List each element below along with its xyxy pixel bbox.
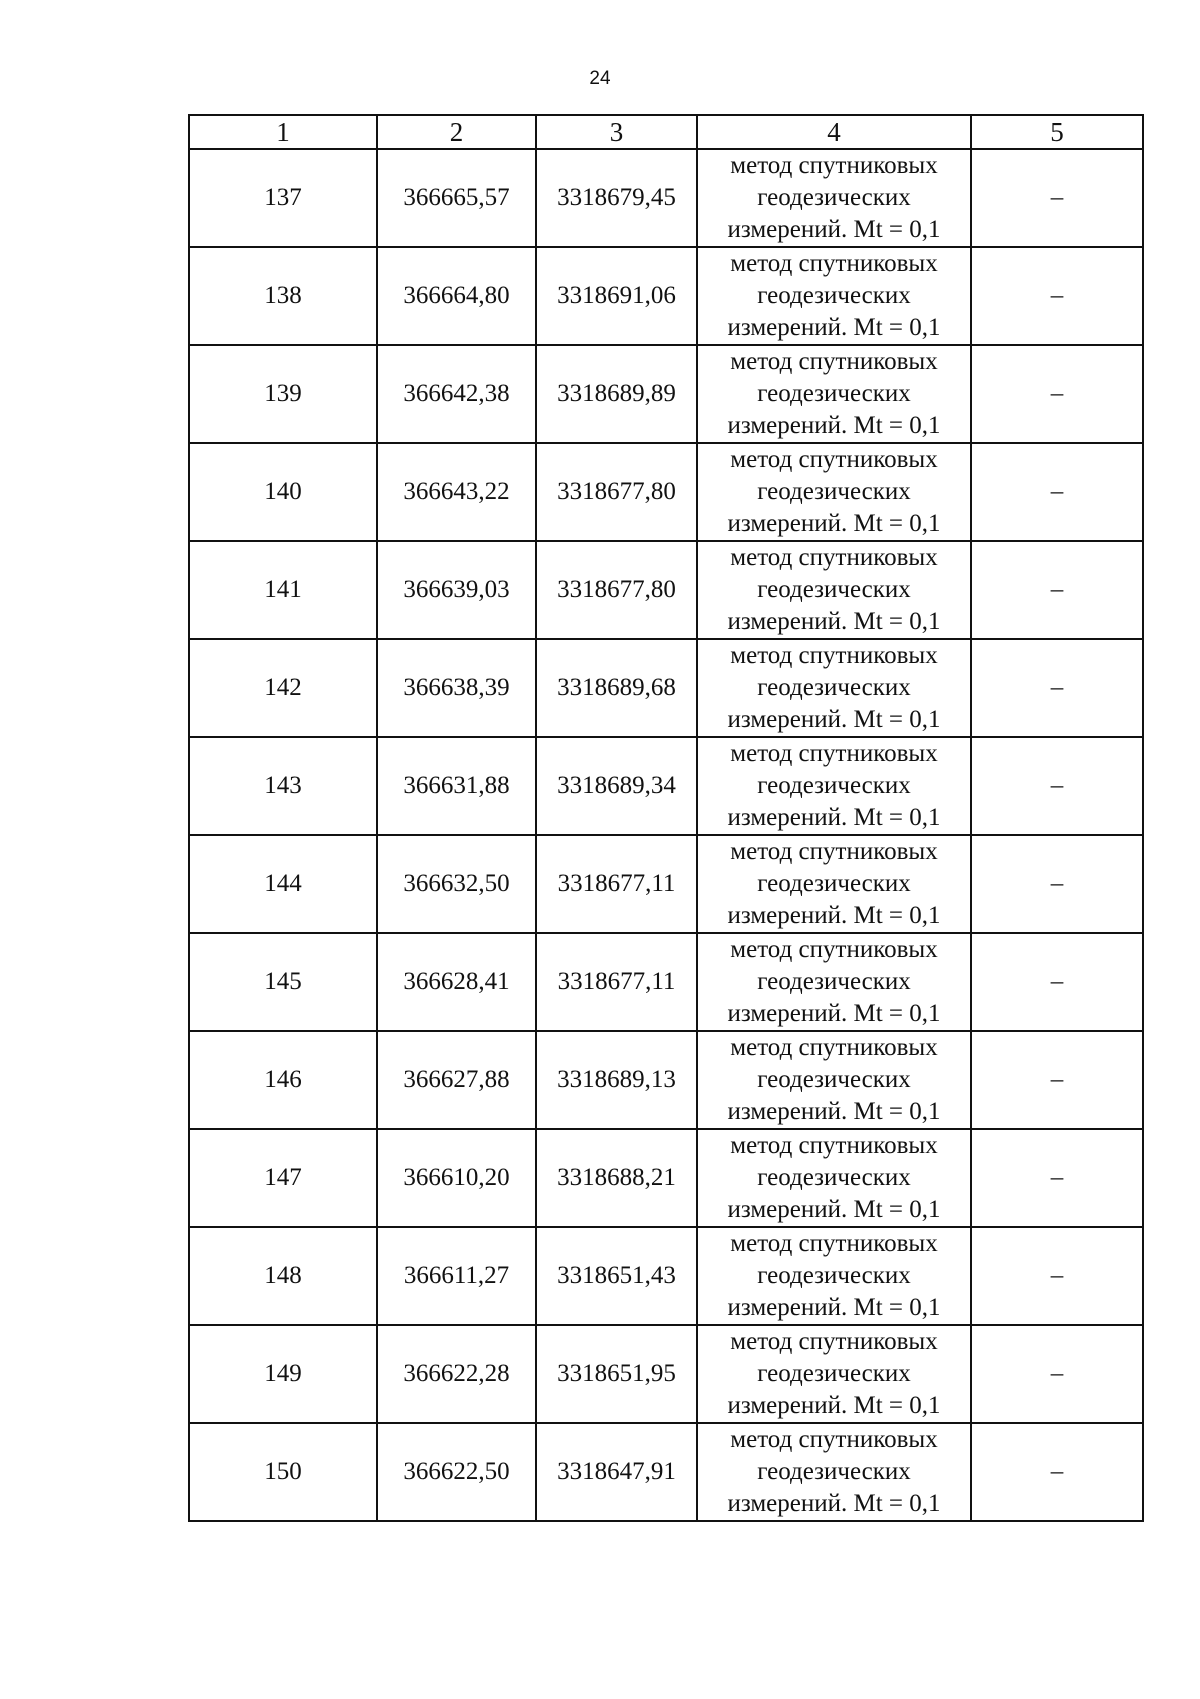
method-text-line: метод спутниковых [730,348,938,375]
note-cell: – [971,835,1143,933]
note-cell: – [971,737,1143,835]
note-cell: – [971,1325,1143,1423]
note-cell: – [971,933,1143,1031]
x-coordinate-cell: 366664,80 [377,247,536,345]
method-text-line: измерений. Mt = 0,1 [727,1098,941,1125]
note-cell: – [971,149,1143,247]
table-row [189,1423,1143,1521]
y-coordinate-cell: 3318679,45 [536,149,697,247]
method-cell [697,1227,971,1325]
method-cell [697,933,971,1031]
x-coordinate-cell: 366610,20 [377,1129,536,1227]
point-number-cell: 141 [189,541,377,639]
method-text-line: геодезических [757,478,911,505]
method-text-line: измерений. Mt = 0,1 [727,216,941,243]
note-cell: – [971,639,1143,737]
x-coordinate-cell: 366631,88 [377,737,536,835]
point-number-cell: 137 [189,149,377,247]
y-coordinate-cell: 3318689,13 [536,1031,697,1129]
method-cell [697,835,971,933]
y-coordinate-cell: 3318647,91 [536,1423,697,1521]
method-text-line: измерений. Mt = 0,1 [727,706,941,733]
method-text-line: геодезических [757,1262,911,1289]
header-row [189,115,1143,149]
y-coordinate-cell: 3318677,80 [536,541,697,639]
method-text-line: метод спутниковых [730,1034,938,1061]
table-row [189,835,1143,933]
x-coordinate-cell: 366632,50 [377,835,536,933]
table-header [189,115,1143,149]
x-coordinate-cell: 366622,50 [377,1423,536,1521]
table-body [189,149,1143,1521]
table-row [189,541,1143,639]
method-text-line: геодезических [757,968,911,995]
point-number-cell: 150 [189,1423,377,1521]
note-cell: – [971,247,1143,345]
method-text-line: измерений. Mt = 0,1 [727,1392,941,1419]
point-number-cell: 145 [189,933,377,1031]
method-text-line: измерений. Mt = 0,1 [727,314,941,341]
table-row [189,1129,1143,1227]
point-number-cell: 144 [189,835,377,933]
y-coordinate-cell: 3318677,80 [536,443,697,541]
column-header-3: 3 [536,115,697,149]
method-cell [697,737,971,835]
method-cell [697,149,971,247]
point-number-cell: 142 [189,639,377,737]
method-text-line: измерений. Mt = 0,1 [727,804,941,831]
method-text-line: метод спутниковых [730,740,938,767]
method-text-line: метод спутниковых [730,1328,938,1355]
x-coordinate-cell: 366628,41 [377,933,536,1031]
y-coordinate-cell: 3318651,95 [536,1325,697,1423]
page-number: 24 [589,68,611,89]
method-text-line: геодезических [757,674,911,701]
x-coordinate-cell: 366627,88 [377,1031,536,1129]
y-coordinate-cell: 3318689,89 [536,345,697,443]
y-coordinate-cell: 3318651,43 [536,1227,697,1325]
table-row [189,149,1143,247]
column-header-2: 2 [377,115,536,149]
x-coordinate-cell: 366611,27 [377,1227,536,1325]
note-cell: – [971,1031,1143,1129]
method-text-line: измерений. Mt = 0,1 [727,412,941,439]
y-coordinate-cell: 3318689,68 [536,639,697,737]
method-text-line: измерений. Mt = 0,1 [727,1294,941,1321]
method-text-line: геодезических [757,380,911,407]
table-row [189,443,1143,541]
x-coordinate-cell: 366639,03 [377,541,536,639]
method-cell [697,1129,971,1227]
column-header-1: 1 [189,115,377,149]
method-text-line: метод спутниковых [730,544,938,571]
note-cell: – [971,1227,1143,1325]
table-row [189,933,1143,1031]
table-row [189,737,1143,835]
method-text-line: метод спутниковых [730,1132,938,1159]
method-text-line: геодезических [757,1458,911,1485]
point-number-cell: 147 [189,1129,377,1227]
method-text-line: измерений. Mt = 0,1 [727,1490,941,1517]
method-text-line: метод спутниковых [730,446,938,473]
table-row [189,1031,1143,1129]
method-text-line: метод спутниковых [730,1426,938,1453]
y-coordinate-cell: 3318677,11 [536,933,697,1031]
method-text-line: измерений. Mt = 0,1 [727,608,941,635]
table-row [189,345,1143,443]
table-row [189,1227,1143,1325]
x-coordinate-cell: 366642,38 [377,345,536,443]
point-number-cell: 148 [189,1227,377,1325]
coordinates-table [188,114,1144,1522]
y-coordinate-cell: 3318688,21 [536,1129,697,1227]
method-text-line: метод спутниковых [730,838,938,865]
method-text-line: измерений. Mt = 0,1 [727,902,941,929]
method-cell [697,345,971,443]
method-cell [697,639,971,737]
table-row [189,1325,1143,1423]
method-text-line: геодезических [757,870,911,897]
point-number-cell: 138 [189,247,377,345]
method-cell [697,443,971,541]
method-text-line: геодезических [757,576,911,603]
column-header-5: 5 [971,115,1143,149]
method-text-line: метод спутниковых [730,250,938,277]
method-text-line: геодезических [757,282,911,309]
y-coordinate-cell: 3318691,06 [536,247,697,345]
x-coordinate-cell: 366622,28 [377,1325,536,1423]
x-coordinate-cell: 366643,22 [377,443,536,541]
method-text-line: геодезических [757,1164,911,1191]
method-text-line: геодезических [757,184,911,211]
y-coordinate-cell: 3318677,11 [536,835,697,933]
method-text-line: измерений. Mt = 0,1 [727,510,941,537]
point-number-cell: 143 [189,737,377,835]
method-text-line: геодезических [757,772,911,799]
method-cell [697,1325,971,1423]
method-cell [697,247,971,345]
x-coordinate-cell: 366665,57 [377,149,536,247]
column-header-4: 4 [697,115,971,149]
method-cell [697,1031,971,1129]
note-cell: – [971,443,1143,541]
note-cell: – [971,345,1143,443]
method-cell [697,1423,971,1521]
table-row [189,247,1143,345]
point-number-cell: 146 [189,1031,377,1129]
y-coordinate-cell: 3318689,34 [536,737,697,835]
method-text-line: метод спутниковых [730,936,938,963]
note-cell: – [971,1423,1143,1521]
method-text-line: метод спутниковых [730,642,938,669]
x-coordinate-cell: 366638,39 [377,639,536,737]
method-cell [697,541,971,639]
method-text-line: геодезических [757,1066,911,1093]
method-text-line: метод спутниковых [730,152,938,179]
note-cell: – [971,1129,1143,1227]
point-number-cell: 140 [189,443,377,541]
method-text-line: измерений. Mt = 0,1 [727,1196,941,1223]
method-text-line: измерений. Mt = 0,1 [727,1000,941,1027]
note-cell: – [971,541,1143,639]
table-row [189,639,1143,737]
point-number-cell: 139 [189,345,377,443]
method-text-line: метод спутниковых [730,1230,938,1257]
point-number-cell: 149 [189,1325,377,1423]
method-text-line: геодезических [757,1360,911,1387]
